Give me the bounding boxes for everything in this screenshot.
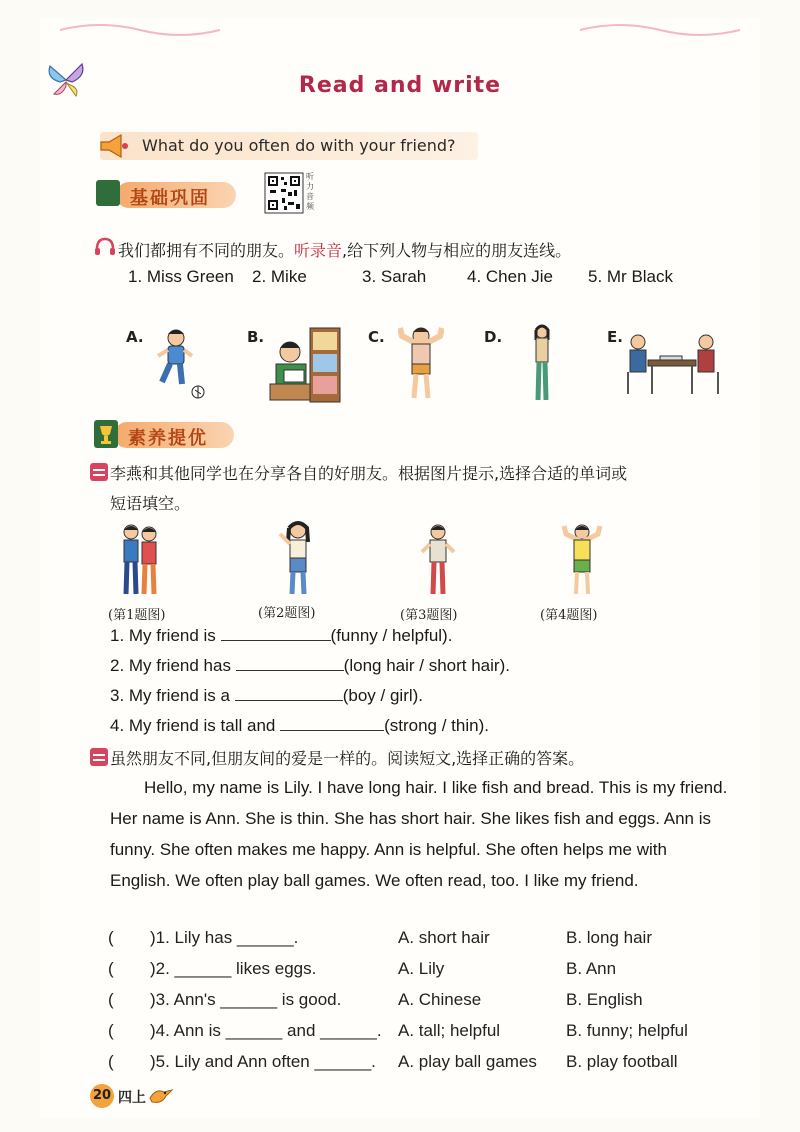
option-letter: B. [247,328,265,346]
girl-long-hair-picture [278,520,318,598]
option-b[interactable]: B. funny; helpful [566,1021,688,1040]
exercise2-instruction-cont: 短语填空。 [110,494,191,513]
qr-code-icon[interactable] [264,172,304,214]
boy-playing-football-picture [152,326,212,400]
item-options: (long hair / short hair). [343,656,510,675]
grade-label: 四上 [118,1090,146,1106]
option-b[interactable]: B. English [566,990,643,1009]
item-text: 4. My friend is tall and [110,716,281,735]
option-a[interactable]: A. Lily [398,959,445,978]
boy-reading-picture [266,326,342,404]
person-item: 5. Mr Black [588,267,674,286]
item-text: 1. My friend is [110,626,221,645]
fill-blank-item [110,626,452,646]
answer-blank[interactable] [280,716,384,731]
instruction-text: ,给下列人物与相应的朋友连线。 [342,241,572,260]
fill-blank-item [110,716,489,736]
fill-blank-item [110,656,510,676]
person-item: 2. Mike [252,267,307,286]
picture-caption: (第1题图) [108,608,166,623]
listen-keyword: 听录音 [294,241,343,260]
item-options: (strong / thin). [384,716,489,735]
answer-blank[interactable] [236,656,344,671]
question-text: )3. Ann's ______ is good. [150,990,342,1009]
answer-paren[interactable]: ( [108,928,114,947]
answer-blank[interactable] [235,686,343,701]
option-letter: D. [484,328,503,346]
decorative-wave [60,20,740,40]
option-letter: C. [368,328,385,346]
bird-icon [148,1084,174,1106]
option-a[interactable]: A. short hair [398,928,490,947]
multiple-choice-row [108,1021,748,1047]
multiple-choice-row [108,959,748,985]
question-text: )4. Ann is ______ and ______. [150,1021,382,1040]
section-label: 基础巩固 [130,188,210,209]
item-options: (boy / girl). [342,686,424,705]
men-playing-chess-picture [622,332,720,398]
option-b[interactable]: B. play football [566,1052,678,1071]
picture-caption: (第2题图) [258,606,316,621]
person-item: 1. Miss Green [128,267,234,286]
option-b[interactable]: B. long hair [566,928,652,947]
answer-paren[interactable]: ( [108,959,114,978]
item-text: 2. My friend has [110,656,236,675]
multiple-choice-row [108,1052,748,1078]
reading-passage: Hello, my name is Lily. I have long hair. I like fish and bread. This is my friend. Her name is Ann. She is thin. She has short hair. She likes fish and eggs. Ann is funny. She often makes me happy. Ann is helpful. She often helps me with English. We often play ball games. We often read, too. I like my friend. [110,778,728,890]
person-item: 4. Chen Jie [467,267,553,286]
option-a[interactable]: A. play ball games [398,1052,537,1071]
exercise1-instruction [118,238,571,261]
question-text: )2. ______ likes eggs. [150,959,317,978]
boy-short-hair-picture [420,522,456,598]
fill-blank-item [110,686,423,706]
exercise2-instruction: 李燕和其他同学也在分享各自的好朋友。根据图片提示,选择合适的单词或 [110,464,628,483]
exercise-number-icon [90,748,108,766]
page-number: 20 [90,1084,114,1108]
megaphone-icon [97,133,131,159]
option-b[interactable]: B. Ann [566,959,617,978]
multiple-choice-row [108,990,748,1016]
question-text: )5. Lily and Ann often ______. [150,1052,376,1071]
exercise-number-icon [90,463,108,481]
section-label: 素养提优 [128,428,208,449]
option-a[interactable]: A. tall; helpful [398,1021,501,1040]
item-text: 3. My friend is a [110,686,235,705]
person-item: 3. Sarah [362,267,427,286]
trophy-icon [94,420,118,448]
two-friends-picture [118,522,162,598]
picture-caption: (第3题图) [400,608,458,623]
answer-blank[interactable] [221,626,331,641]
tall-thin-woman-picture [528,324,556,406]
strong-man-picture [398,324,444,404]
qr-caption: 听力音频 [306,172,314,211]
option-letter: A. [126,328,144,346]
pencil-note-icon [96,180,120,206]
instruction-text: 我们都拥有不同的朋友。 [118,241,295,260]
item-options: (funny / helpful). [330,626,453,645]
answer-paren[interactable]: ( [108,990,114,1009]
headphones-icon [94,237,116,257]
picture-caption: (第4题图) [540,608,598,623]
section-header-basic [96,180,246,210]
answer-paren[interactable]: ( [108,1021,114,1040]
answer-paren[interactable]: ( [108,1052,114,1071]
strong-boy-picture [560,522,604,598]
multiple-choice-row [108,928,748,954]
option-a[interactable]: A. Chinese [398,990,482,1009]
exercise3-instruction: 虽然朋友不同,但朋友间的爱是一样的。阅读短文,选择正确的答案。 [110,749,585,768]
section-header-advanced [94,420,244,450]
page-title: Read and write [298,73,502,98]
question-text: )1. Lily has ______. [150,928,299,947]
option-letter: E. [607,328,623,346]
question-text: What do you often do with your friend? [142,136,456,155]
